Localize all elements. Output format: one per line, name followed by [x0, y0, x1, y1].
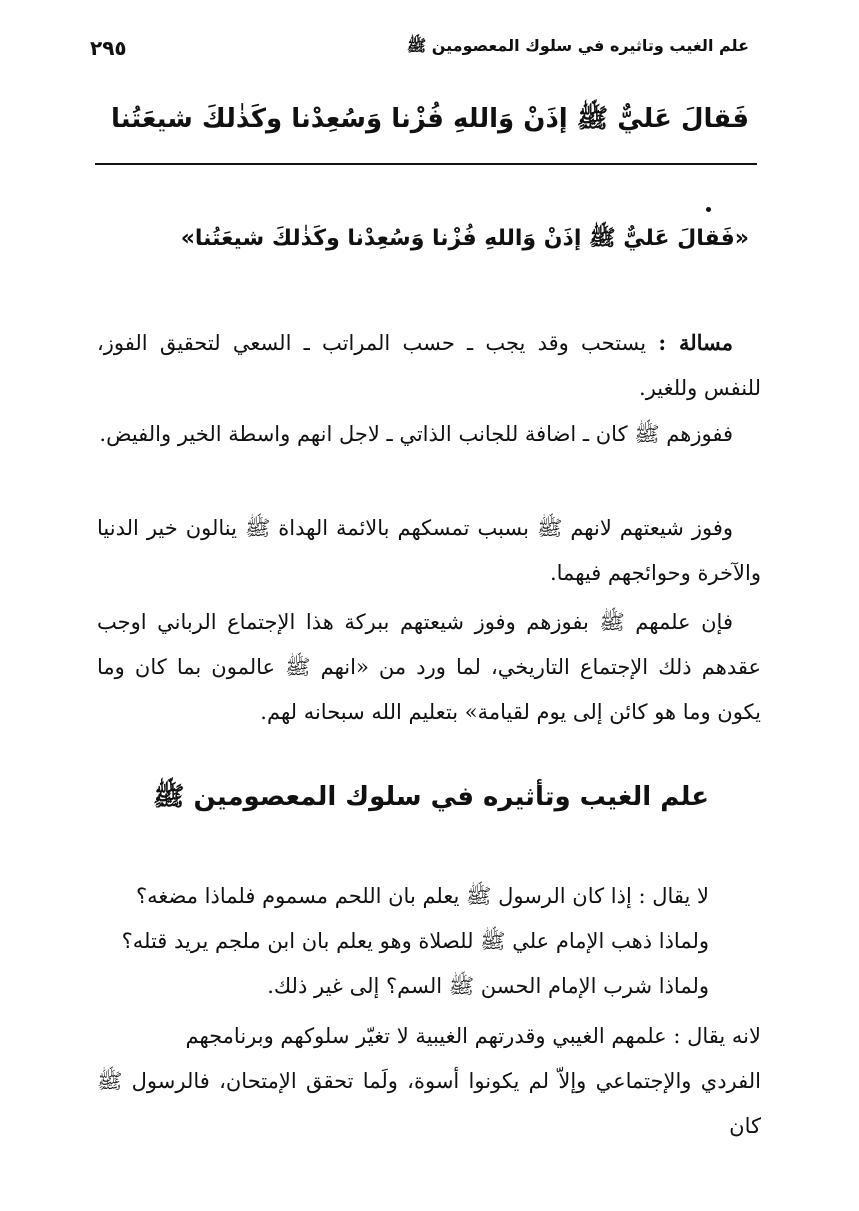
answer-line-2: الفردي والإجتماعي وإلاّ لم يكونوا أسوة، ولَما تحقق الإمتحان، فالرسول ﷺ كان — [97, 1069, 761, 1138]
paragraph-ilm — [97, 600, 761, 735]
hadith-quote: «فَقالَ عَليٌّ ﷺ إذَنْ وَاللهِ فُزْنا وَسُعِدْنا وكَذٰلكَ شيعَتُنا» — [180, 226, 749, 251]
question-line-3: ولماذا شرب الإمام الحسن ﷺ السم؟ إلى غير ذلك. — [267, 974, 709, 998]
section-title: علم الغيب وتأثيره في سلوك المعصومين ﷺ — [152, 782, 709, 812]
bullet-dot — [706, 207, 711, 212]
masala-text: يستحب وقد يجب ـ حسب المراتب ـ السعي لتحقيق الفوز، للنفس وللغير. — [97, 331, 761, 400]
title-divider — [95, 163, 757, 165]
paragraph-fawz — [97, 412, 761, 457]
answer-line-1: لانه يقال : علمهم الغيبي وقدرتهم الغيبية لا تغيّر سلوكهم وبرنامجهم — [185, 1024, 761, 1048]
paragraph-fawz-text: ففوزهم ﷺ كان ـ اضافة للجانب الذاتي ـ لاجل انهم واسطة الخير والفيض. — [99, 422, 733, 446]
question-line-2: ولماذا ذهب الإمام علي ﷺ للصلاة وهو يعلم بان ابن ملجم يريد قتله؟ — [121, 929, 709, 953]
paragraph-shia-text: وفوز شيعتهم لانهم ﷺ بسبب تمسكهم بالائمة الهداة ﷺ ينالون خير الدنيا والآخرة وحوائجهم فيهما. — [97, 516, 761, 585]
masala-label: مسالة : — [658, 330, 733, 355]
paragraph-masala — [97, 320, 761, 411]
paragraph-ilm-text: فإن علمهم ﷺ بفوزهم وفوز شيعتهم ببركة هذا الإجتماع الرباني اوجب عقدهم ذلك الإجتماع التاريخي، لما ورد من «انهم ﷺ عالمون بما كان وما يكون وما هو كائن إلى يوم لقيامة» بتعليم الله سبحانه لهم. — [97, 610, 761, 724]
questions-block — [89, 874, 709, 1009]
answer-paragraph — [97, 1014, 761, 1149]
chapter-title: فَقالَ عَليٌّ ﷺ إذَنْ وَاللهِ فُزْنا وَسُعِدْنا وكَذٰلكَ شيعَتُنا — [110, 104, 749, 134]
question-line-1: لا يقال : إذا كان الرسول ﷺ يعلم بان اللحم مسموم فلماذا مضغه؟ — [136, 884, 709, 908]
paragraph-shia — [97, 506, 761, 596]
running-header-title: علم الغيب وتاثيره في سلوك المعصومين ﷺ — [406, 36, 749, 55]
page-number: ٢٩٥ — [90, 36, 127, 60]
